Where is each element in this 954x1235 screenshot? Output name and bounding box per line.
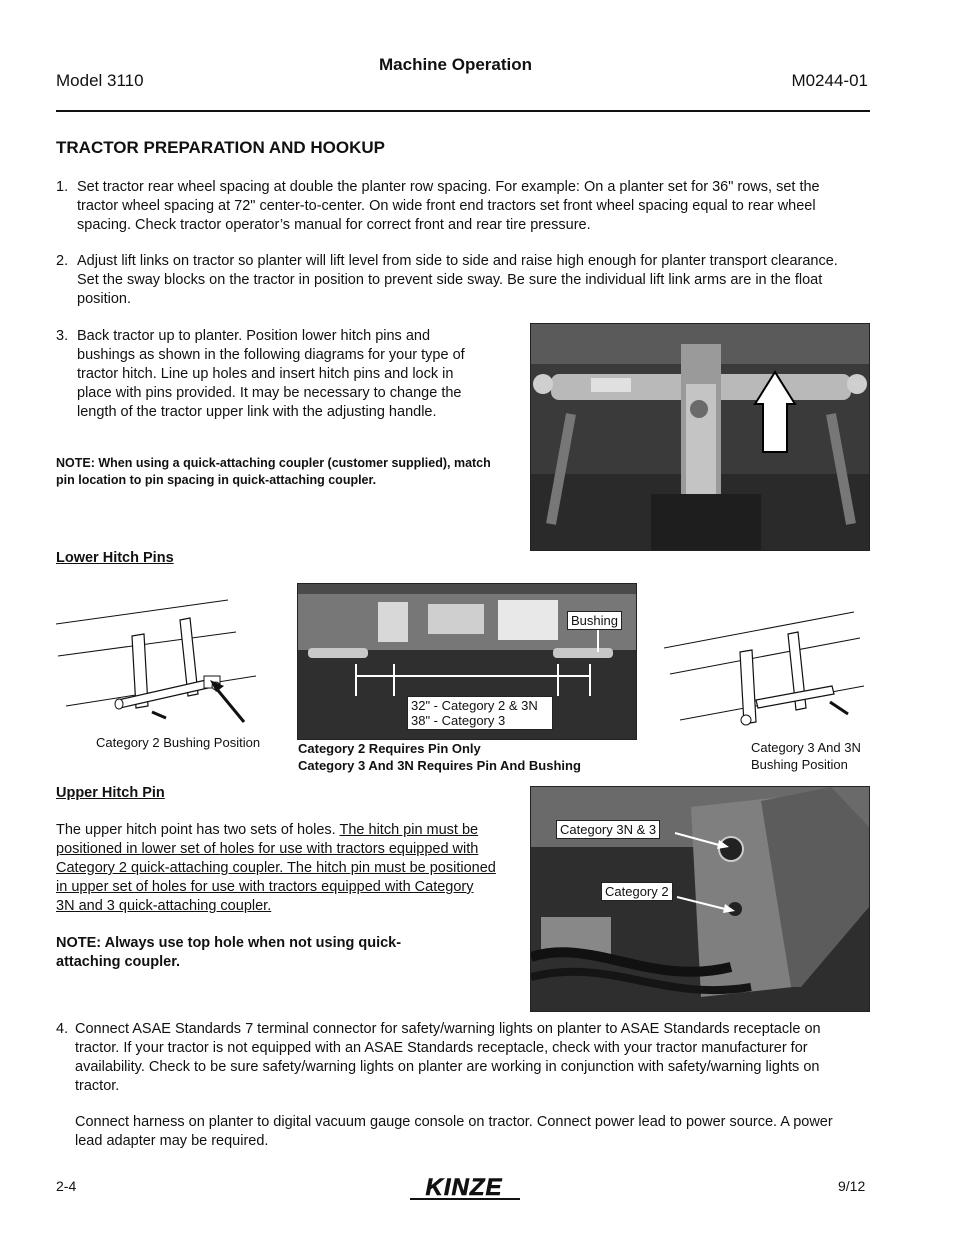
revision-date: 9/12 bbox=[838, 1178, 866, 1194]
pin-spacing-cat-2-3n: 32" - Category 2 & 3N bbox=[411, 698, 538, 713]
hitch-photo bbox=[530, 323, 870, 551]
category-2-label: Category 2 bbox=[601, 882, 673, 901]
upper-hitch-instruction: The hitch pin must be positioned in lower set of holes for use with tractors equipped with Category 2 quick-attaching coupler. The hitch pin must be positioned in upper set of holes for use with tractors equipped with Category 3N and 3 quick-attaching coupler. bbox=[56, 822, 496, 914]
upper-hitch-heading: Upper Hitch Pin bbox=[56, 785, 165, 801]
step-3 bbox=[56, 327, 488, 422]
hitch-photo-drawing bbox=[531, 324, 869, 550]
step-4-continued: Connect harness on planter to digital vacuum gauge console on tractor. Connect power lead to power source. A power lead adapter may be required. bbox=[75, 1114, 833, 1149]
category-2-diagram bbox=[56, 596, 288, 726]
header-rule bbox=[56, 110, 870, 112]
document-number: M0244-01 bbox=[791, 71, 868, 90]
category-3-drawing bbox=[664, 604, 870, 734]
step-3-number: 3. bbox=[56, 328, 69, 344]
category-3n-3-label: Category 3N & 3 bbox=[556, 820, 660, 839]
category-3-caption-line-1: Category 3 And 3N bbox=[751, 740, 861, 755]
kinze-logo bbox=[402, 1173, 526, 1203]
step-2-number: 2. bbox=[56, 253, 69, 269]
step-4 bbox=[56, 1020, 856, 1096]
category-2-caption: Category 2 Bushing Position bbox=[96, 735, 261, 750]
step-3-text: Back tractor up to planter. Position lower hitch pins and bushings as shown in the following diagrams for your type of tractor hitch. Line up holes and insert hitch pins and lock in place with pins provided. It may be necessary to change the length of the tractor upper link with the adjusting handle. bbox=[77, 328, 465, 420]
step-2-text: Adjust lift links on tractor so planter will lift level from side to side and raise high enough for planter transport clearance. Set the sway blocks on the tractor in position to prevent side sway. Be sure the individual lift link arms are in the float position. bbox=[77, 253, 838, 307]
center-caption bbox=[298, 740, 581, 774]
svg-text:KINZE: KINZE bbox=[425, 1174, 503, 1201]
pin-spacing-label bbox=[407, 696, 553, 730]
category-3-diagram bbox=[664, 604, 870, 734]
category-3-caption bbox=[751, 739, 861, 773]
bushing-label: Bushing bbox=[567, 611, 622, 630]
step-4-number: 4. bbox=[56, 1021, 69, 1037]
center-caption-line-2: Category 3 And 3N Requires Pin And Bushing bbox=[298, 758, 581, 773]
category-3-caption-line-2: Bushing Position bbox=[751, 757, 848, 772]
step-2 bbox=[56, 252, 856, 309]
coupler-note: NOTE: When using a quick-attaching coupler (customer supplied), match pin location to pin spacing in quick-attaching coupler. bbox=[56, 456, 491, 487]
section-header: Machine Operation bbox=[379, 55, 533, 74]
upper-hitch-intro: The upper hitch point has two sets of holes. bbox=[56, 822, 336, 838]
page-number: 2-4 bbox=[56, 1178, 77, 1194]
category-2-drawing bbox=[56, 596, 288, 726]
step-1-number: 1. bbox=[56, 179, 69, 195]
lower-hitch-heading: Lower Hitch Pins bbox=[56, 550, 174, 566]
step-1 bbox=[56, 178, 856, 235]
top-hole-note: NOTE: Always use top hole when not using quick-attaching coupler. bbox=[56, 935, 402, 970]
step-1-text: Set tractor rear wheel spacing at double the planter row spacing. For example: On a planter set for 36" rows, set the tractor wheel spacing at 72" center-to-center. On wide front end tractors set front wheel spacing equal to rear wheel spacing. Check tractor operator’s manual for correct front and rear tire pressure. bbox=[77, 179, 820, 233]
kinze-logo-drawing bbox=[402, 1173, 526, 1203]
upper-hitch-text bbox=[56, 821, 496, 916]
model-label: Model 3110 bbox=[56, 71, 144, 90]
page-title: TRACTOR PREPARATION AND HOOKUP bbox=[56, 138, 385, 157]
step-4-text: Connect ASAE Standards 7 terminal connector for safety/warning lights on planter to ASAE Standards receptacle on tractor. If your tractor is not equipped with an ASAE Standards receptacle, check with your tractor manufacturer for availability. Check to be sure safety/warning lights on planter are working in conjunction with safety/warning lights on tractor. bbox=[75, 1021, 821, 1094]
center-caption-line-1: Category 2 Requires Pin Only bbox=[298, 741, 481, 756]
pin-spacing-cat-3: 38" - Category 3 bbox=[411, 713, 506, 728]
